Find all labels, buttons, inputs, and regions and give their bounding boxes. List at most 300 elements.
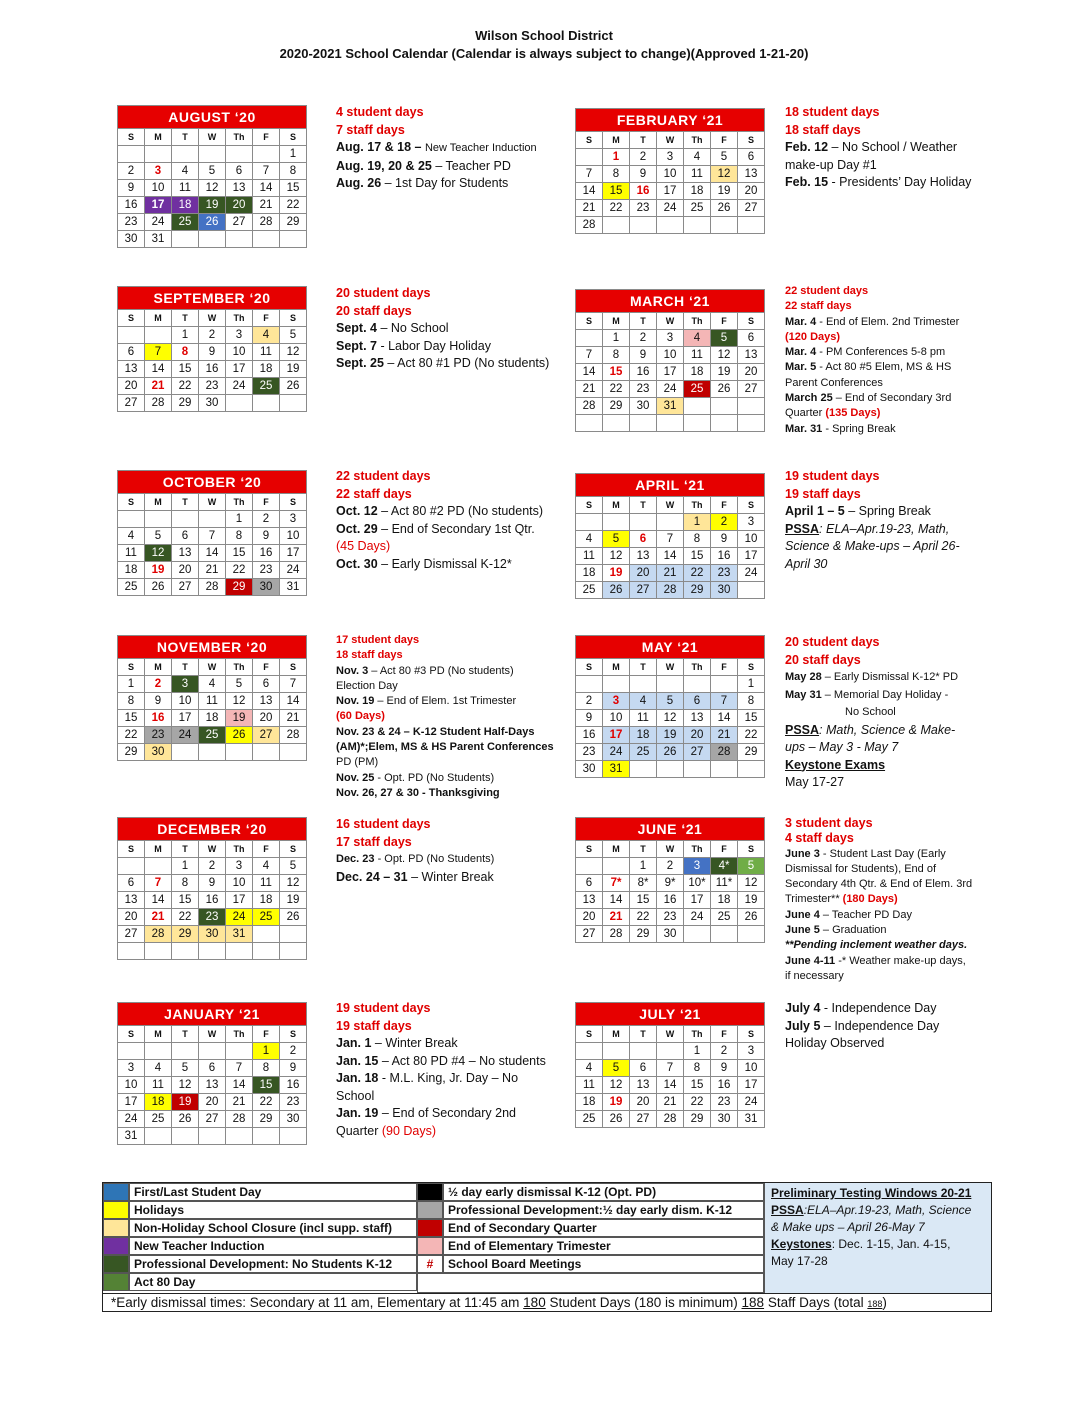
day-cell: 3 — [280, 511, 307, 528]
day-cell: 27 — [172, 579, 199, 596]
legend-label: ½ day early dismissal K-12 (Opt. PD) — [443, 1183, 764, 1201]
weekday-header: Th — [684, 1026, 711, 1043]
day-cell: 14 — [145, 892, 172, 909]
weekday-header: S — [118, 1026, 145, 1043]
day-cell — [172, 1128, 199, 1145]
day-cell: 19 — [711, 183, 738, 200]
day-cell: 27 — [738, 381, 765, 398]
day-cell: 2 — [199, 858, 226, 875]
day-cell: 1 — [172, 327, 199, 344]
footer-note: *Early dismissal times: Secondary at 11 am, Elementary at 11:45 am 180 Student Days (180 is minimum) 188 Staff Days (total 188) — [103, 1293, 991, 1311]
day-cell — [145, 858, 172, 875]
weekday-header: F — [253, 841, 280, 858]
day-cell: 26 — [738, 909, 765, 926]
day-cell: 20 — [630, 565, 657, 582]
legend-label: Non-Holiday School Closure (incl supp. staff) — [129, 1219, 417, 1237]
day-cell: 8 — [172, 344, 199, 361]
day-cell — [280, 395, 307, 412]
day-cell: 10* — [684, 875, 711, 892]
legend — [102, 1182, 992, 1312]
day-cell: 16 — [199, 892, 226, 909]
month-september — [117, 286, 307, 412]
day-cell: 25 — [199, 727, 226, 744]
district-title: Wilson School District — [475, 28, 613, 43]
day-cell: 22 — [172, 909, 199, 926]
day-cell — [226, 1043, 253, 1060]
day-cell: 31 — [118, 1128, 145, 1145]
weekday-header: M — [603, 1026, 630, 1043]
day-cell: 4 — [576, 1060, 603, 1077]
weekday-header: S — [738, 313, 765, 330]
weekday-header: T — [172, 1026, 199, 1043]
weekday-header: W — [657, 313, 684, 330]
day-cell: 16 — [657, 892, 684, 909]
day-cell — [657, 415, 684, 432]
day-cell: 10 — [738, 1060, 765, 1077]
day-cell: 19 — [280, 892, 307, 909]
day-cell: 22 — [684, 1094, 711, 1111]
day-cell — [118, 943, 145, 960]
day-cell: 20 — [226, 197, 253, 214]
day-cell: 6 — [738, 330, 765, 347]
day-cell: 5 — [199, 163, 226, 180]
day-cell: 15 — [603, 183, 630, 200]
day-cell: 8 — [603, 347, 630, 364]
weekday-header: S — [280, 494, 307, 511]
day-cell: 14 — [657, 1077, 684, 1094]
day-cell: 19 — [199, 197, 226, 214]
day-cell: 31 — [145, 231, 172, 248]
month-october — [117, 470, 307, 596]
day-cell — [199, 943, 226, 960]
legend-swatch: # — [417, 1255, 443, 1273]
legend-label: End of Secondary Quarter — [443, 1219, 764, 1237]
day-cell: 21 — [657, 1094, 684, 1111]
day-cell: 17 — [603, 727, 630, 744]
weekday-header: S — [576, 132, 603, 149]
weekday-header: W — [657, 497, 684, 514]
day-cell: 29 — [684, 1111, 711, 1128]
calendar-title: 2020-2021 School Calendar (Calendar is always subject to change)(Approved 1-21-20) — [279, 46, 809, 61]
day-cell: 26 — [226, 727, 253, 744]
day-cell — [199, 231, 226, 248]
day-cell: 25 — [684, 381, 711, 398]
day-cell: 6 — [630, 1060, 657, 1077]
day-cell: 28 — [199, 579, 226, 596]
weekday-header: S — [118, 494, 145, 511]
weekday-header: T — [172, 659, 199, 676]
day-cell: 31 — [226, 926, 253, 943]
day-cell: 11 — [684, 347, 711, 364]
day-cell — [684, 761, 711, 778]
legend-label: End of Elementary Trimester — [443, 1237, 764, 1255]
day-cell: 4 — [630, 693, 657, 710]
day-cell: 1 — [630, 858, 657, 875]
weekday-header: S — [738, 659, 765, 676]
day-cell: 19 — [280, 361, 307, 378]
day-cell — [253, 926, 280, 943]
weekday-header: M — [603, 659, 630, 676]
weekday-header: W — [199, 129, 226, 146]
month-title: DECEMBER ‘20 — [118, 818, 307, 841]
day-cell: 30 — [711, 1111, 738, 1128]
day-cell: 20 — [253, 710, 280, 727]
day-cell — [657, 514, 684, 531]
day-cell: 5 — [280, 858, 307, 875]
day-cell — [172, 744, 199, 761]
day-cell: 25 — [576, 1111, 603, 1128]
day-cell: 31 — [603, 761, 630, 778]
day-cell: 21 — [576, 381, 603, 398]
day-cell: 26 — [711, 200, 738, 217]
day-cell: 18 — [684, 183, 711, 200]
day-cell — [711, 415, 738, 432]
day-cell: 10 — [657, 347, 684, 364]
month-july — [575, 1002, 765, 1128]
month-title: FEBRUARY ‘21 — [576, 109, 765, 132]
weekday-header: Th — [226, 310, 253, 327]
day-cell: 13 — [738, 347, 765, 364]
day-cell: 21 — [226, 1094, 253, 1111]
day-cell: 9 — [711, 1060, 738, 1077]
day-cell: 17 — [118, 1094, 145, 1111]
day-cell: 16 — [630, 364, 657, 381]
day-cell: 10 — [226, 875, 253, 892]
day-cell: 26 — [172, 1111, 199, 1128]
day-cell: 14 — [226, 1077, 253, 1094]
day-cell: 4 — [118, 528, 145, 545]
weekday-header: Th — [226, 659, 253, 676]
day-cell: 21 — [657, 565, 684, 582]
day-cell — [226, 1128, 253, 1145]
day-cell: 6 — [199, 1060, 226, 1077]
day-cell: 16 — [118, 197, 145, 214]
day-cell: 7 — [199, 528, 226, 545]
day-cell: 24 — [684, 909, 711, 926]
day-cell: 31 — [738, 1111, 765, 1128]
day-cell — [172, 146, 199, 163]
day-cell: 26 — [603, 582, 630, 599]
day-cell: 29 — [172, 926, 199, 943]
day-cell: 12 — [657, 710, 684, 727]
day-cell: 5 — [711, 330, 738, 347]
day-cell: 17 — [172, 710, 199, 727]
day-cell: 9 — [199, 875, 226, 892]
weekday-header: S — [280, 129, 307, 146]
day-cell: 25 — [118, 579, 145, 596]
day-cell: 15 — [684, 1077, 711, 1094]
day-cell: 29 — [738, 744, 765, 761]
notes-december: 16 student days 17 staff days Dec. 23 - Opt. PD (No Students) Dec. 24 – 31 – Winter Break — [336, 817, 495, 884]
month-title: APRIL ‘21 — [576, 474, 765, 497]
day-cell: 12 — [199, 180, 226, 197]
legend-label: Act 80 Day — [129, 1273, 417, 1291]
weekday-header: W — [199, 1026, 226, 1043]
notes-june: 3 student days 4 staff days June 3 - Student Last Day (Early Dismissal for Students), End of Secondary 4th Qtr. & End of Elem. 3rd Trimester** (180 Days) June 4 – Teacher PD Day June 5 – Graduation **Pending inclement weather days. June 4-11 -* Weather make-up days, if necessary — [785, 816, 973, 982]
weekday-header: F — [253, 494, 280, 511]
day-cell: 12 — [280, 344, 307, 361]
month-title: JUNE ‘21 — [576, 818, 765, 841]
day-cell: 14 — [280, 693, 307, 710]
day-cell — [118, 1043, 145, 1060]
day-cell — [603, 514, 630, 531]
day-cell: 27 — [630, 1111, 657, 1128]
notes-july: July 4 - Independence Day July 5 – Independence Day Holiday Observed — [785, 1001, 940, 1050]
day-cell: 8 — [226, 528, 253, 545]
day-cell: 16 — [280, 1077, 307, 1094]
day-cell: 12 — [603, 548, 630, 565]
weekday-header: M — [603, 132, 630, 149]
day-cell: 24 — [738, 1094, 765, 1111]
day-cell — [657, 676, 684, 693]
legend-label: School Board Meetings — [443, 1255, 764, 1273]
day-cell — [630, 415, 657, 432]
day-cell: 14 — [145, 361, 172, 378]
day-cell — [280, 1128, 307, 1145]
day-cell: 13 — [118, 892, 145, 909]
day-cell: 17 — [684, 892, 711, 909]
weekday-header: M — [145, 129, 172, 146]
day-cell: 8 — [253, 1060, 280, 1077]
day-cell: 9 — [711, 531, 738, 548]
day-cell: 12 — [280, 875, 307, 892]
day-cell — [630, 514, 657, 531]
day-cell — [280, 744, 307, 761]
day-cell: 26 — [280, 909, 307, 926]
day-cell: 13 — [684, 710, 711, 727]
day-cell: 13 — [253, 693, 280, 710]
day-cell — [603, 217, 630, 234]
day-cell: 10 — [118, 1077, 145, 1094]
day-cell: 18 — [576, 565, 603, 582]
day-cell: 17 — [280, 545, 307, 562]
day-cell: 27 — [576, 926, 603, 943]
notes-may: 20 student days 20 staff days May 28 – Early Dismissal K-12* PD May 31 – Memorial Day Holiday - No School PSSA: Math, Science & Make- ups – May 3 - May 7 Keystone Exams May 17-27 — [785, 635, 959, 789]
weekday-header: S — [118, 129, 145, 146]
day-cell: 14 — [711, 710, 738, 727]
day-cell: 11 — [253, 344, 280, 361]
day-cell: 4* — [711, 858, 738, 875]
day-cell: 3 — [118, 1060, 145, 1077]
day-cell — [738, 926, 765, 943]
day-cell — [657, 761, 684, 778]
day-cell — [738, 761, 765, 778]
day-cell — [684, 926, 711, 943]
day-cell — [630, 1043, 657, 1060]
day-cell: 9 — [280, 1060, 307, 1077]
day-cell: 9 — [118, 180, 145, 197]
day-cell: 9 — [145, 693, 172, 710]
day-cell: 3 — [657, 149, 684, 166]
day-cell — [711, 217, 738, 234]
day-cell: 1 — [253, 1043, 280, 1060]
day-cell — [711, 398, 738, 415]
day-cell: 5 — [145, 528, 172, 545]
weekday-header: M — [603, 497, 630, 514]
day-cell: 8 — [172, 875, 199, 892]
day-cell: 1 — [226, 511, 253, 528]
day-cell: 18 — [630, 727, 657, 744]
day-cell: 12 — [711, 166, 738, 183]
day-cell — [657, 217, 684, 234]
day-cell — [253, 231, 280, 248]
day-cell: 2 — [145, 676, 172, 693]
weekday-header: W — [657, 841, 684, 858]
day-cell: 2 — [253, 511, 280, 528]
day-cell: 6 — [684, 693, 711, 710]
day-cell: 5 — [603, 531, 630, 548]
notes-april: 19 student days 19 staff days April 1 – 5 – Spring Break PSSA: ELA–Apr.19-23, Math, Science & Make-ups – April 26- April 30 — [785, 469, 960, 571]
day-cell: 18 — [684, 364, 711, 381]
day-cell: 1 — [280, 146, 307, 163]
weekday-header: Th — [684, 132, 711, 149]
day-cell: 9 — [576, 710, 603, 727]
day-cell: 16 — [711, 1077, 738, 1094]
day-cell — [576, 514, 603, 531]
day-cell: 10 — [657, 166, 684, 183]
day-cell — [684, 398, 711, 415]
day-cell: 16 — [576, 727, 603, 744]
day-cell: 19 — [657, 727, 684, 744]
month-may — [575, 635, 765, 778]
day-cell: 28 — [657, 582, 684, 599]
day-cell — [118, 511, 145, 528]
day-cell: 11 — [576, 548, 603, 565]
month-title: NOVEMBER ‘20 — [118, 636, 307, 659]
day-cell: 11 — [199, 693, 226, 710]
day-cell — [118, 858, 145, 875]
day-cell: 4 — [684, 330, 711, 347]
day-cell: 23 — [711, 1094, 738, 1111]
day-cell: 13 — [738, 166, 765, 183]
day-cell: 23 — [711, 565, 738, 582]
day-cell: 2 — [199, 327, 226, 344]
day-cell: 1 — [603, 149, 630, 166]
day-cell: 24 — [145, 214, 172, 231]
day-cell: 17 — [657, 183, 684, 200]
weekday-header: F — [253, 310, 280, 327]
day-cell: 21 — [199, 562, 226, 579]
day-cell: 26 — [199, 214, 226, 231]
day-cell: 23 — [630, 200, 657, 217]
month-august — [117, 105, 307, 248]
weekday-header: F — [253, 129, 280, 146]
day-cell: 26 — [657, 744, 684, 761]
day-cell: 23 — [576, 744, 603, 761]
day-cell: 17 — [226, 361, 253, 378]
day-cell: 11 — [253, 875, 280, 892]
day-cell: 30 — [630, 398, 657, 415]
day-cell: 6 — [738, 149, 765, 166]
day-cell: 6 — [118, 875, 145, 892]
weekday-header: Th — [684, 659, 711, 676]
day-cell — [738, 415, 765, 432]
legend-swatch — [417, 1201, 443, 1219]
day-cell: 11 — [145, 1077, 172, 1094]
day-cell: 3 — [226, 858, 253, 875]
day-cell — [199, 744, 226, 761]
day-cell: 18 — [145, 1094, 172, 1111]
day-cell: 7 — [145, 875, 172, 892]
month-title: JANUARY ‘21 — [118, 1003, 307, 1026]
day-cell: 6 — [226, 163, 253, 180]
day-cell: 7 — [280, 676, 307, 693]
day-cell: 8* — [630, 875, 657, 892]
day-cell: 24 — [118, 1111, 145, 1128]
day-cell: 14 — [576, 183, 603, 200]
day-cell: 25 — [172, 214, 199, 231]
weekday-header: F — [253, 659, 280, 676]
day-cell: 17 — [145, 197, 172, 214]
day-cell: 20 — [738, 183, 765, 200]
weekday-header: S — [738, 841, 765, 858]
day-cell — [172, 943, 199, 960]
day-cell — [576, 415, 603, 432]
legend-empty-cell — [417, 1273, 764, 1293]
day-cell: 2 — [630, 330, 657, 347]
day-cell: 25 — [253, 378, 280, 395]
day-cell — [253, 943, 280, 960]
weekday-header: W — [657, 132, 684, 149]
month-december — [117, 817, 307, 960]
day-cell: 31 — [280, 579, 307, 596]
month-title: MARCH ‘21 — [576, 290, 765, 313]
day-cell: 23 — [199, 378, 226, 395]
day-cell: 16 — [253, 545, 280, 562]
legend-swatch — [103, 1201, 129, 1219]
day-cell: 13 — [576, 892, 603, 909]
day-cell: 5 — [172, 1060, 199, 1077]
day-cell: 23 — [657, 909, 684, 926]
day-cell: 27 — [253, 727, 280, 744]
day-cell — [280, 231, 307, 248]
weekday-header: Th — [684, 841, 711, 858]
day-cell: 23 — [280, 1094, 307, 1111]
day-cell: 8 — [684, 1060, 711, 1077]
day-cell: 22 — [118, 727, 145, 744]
day-cell — [199, 1128, 226, 1145]
month-title: OCTOBER ‘20 — [118, 471, 307, 494]
day-cell: 3 — [145, 163, 172, 180]
weekday-header: F — [711, 497, 738, 514]
day-cell: 28 — [711, 744, 738, 761]
day-cell — [576, 1043, 603, 1060]
day-cell: 29 — [684, 582, 711, 599]
day-cell: 2 — [657, 858, 684, 875]
day-cell: 9 — [253, 528, 280, 545]
day-cell — [576, 858, 603, 875]
day-cell: 7 — [657, 531, 684, 548]
day-cell: 12 — [711, 347, 738, 364]
day-cell: 19 — [603, 1094, 630, 1111]
day-cell: 27 — [118, 395, 145, 412]
day-cell — [684, 676, 711, 693]
day-cell: 7 — [226, 1060, 253, 1077]
day-cell: 15 — [603, 364, 630, 381]
day-cell — [145, 1043, 172, 1060]
day-cell: 17 — [738, 1077, 765, 1094]
day-cell: 24 — [738, 565, 765, 582]
day-cell: 24 — [226, 909, 253, 926]
day-cell: 19 — [603, 565, 630, 582]
day-cell — [711, 926, 738, 943]
weekday-header: Th — [226, 841, 253, 858]
day-cell: 28 — [280, 727, 307, 744]
month-february — [575, 108, 765, 234]
month-title: JULY ‘21 — [576, 1003, 765, 1026]
month-june — [575, 817, 765, 943]
day-cell — [145, 1128, 172, 1145]
